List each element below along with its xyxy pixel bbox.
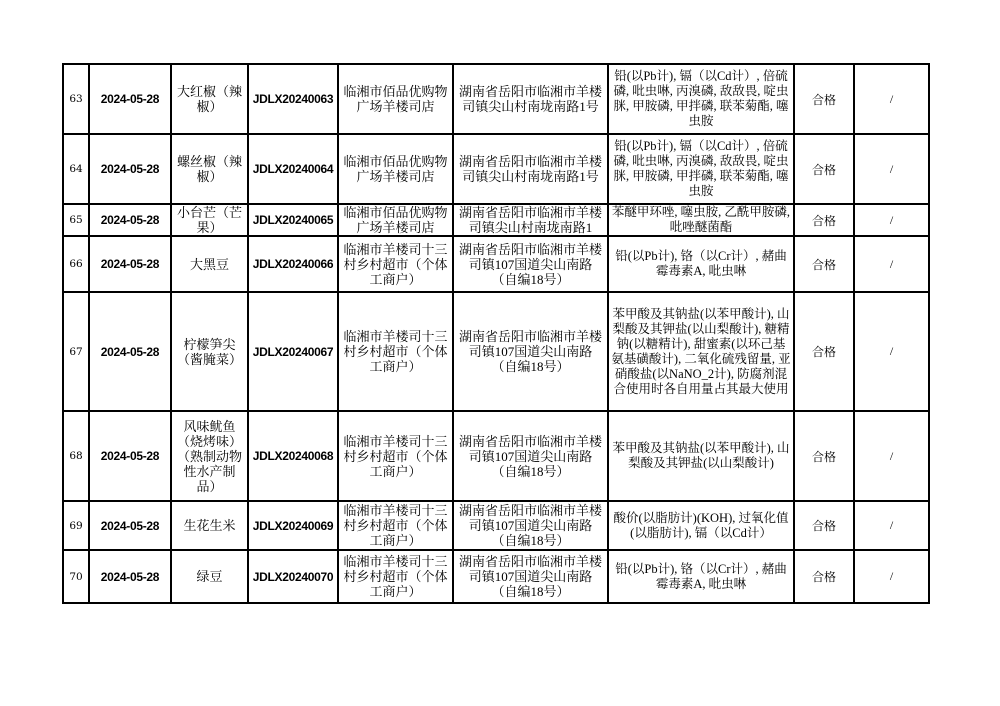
- store-name-cell: 临湘市羊楼司十三村乡村超市（个体工商户）: [338, 501, 453, 550]
- sample-id-cell: JDLX20240070: [248, 550, 338, 603]
- date-cell: 2024-05-28: [89, 64, 171, 134]
- row-number-cell: 67: [63, 292, 89, 411]
- test-items-cell: 铅(以Pb计), 铬（以Cr计）, 赭曲霉毒素A, 吡虫啉: [608, 236, 794, 292]
- address-cell: 湖南省岳阳市临湘市羊楼司镇107国道尖山南路（自编18号）: [453, 236, 608, 292]
- table-row: [63, 236, 929, 292]
- table-row: [63, 134, 929, 204]
- table-row: [63, 64, 929, 134]
- sample-id-cell: JDLX20240064: [248, 134, 338, 204]
- remark-cell: /: [854, 550, 929, 603]
- table-row: [63, 411, 929, 501]
- product-name-cell: 大红椒（辣椒）: [171, 64, 248, 134]
- test-items-cell: 苯甲酸及其钠盐(以苯甲酸计), 山梨酸及其钾盐(以山梨酸计), 糖精钠(以糖精计), 甜蜜素(以环己基氨基磺酸计), 二氧化硫残留量, 亚硝酸盐(以NaNO_2计), 防腐剂混合使用时各自用量占其最大使用: [608, 292, 794, 411]
- store-name-cell: 临湘市羊楼司十三村乡村超市（个体工商户）: [338, 411, 453, 501]
- sample-id-cell: JDLX20240063: [248, 64, 338, 134]
- row-number-cell: 70: [63, 550, 89, 603]
- date-cell: 2024-05-28: [89, 134, 171, 204]
- sample-id-cell: JDLX20240068: [248, 411, 338, 501]
- date-cell: 2024-05-28: [89, 236, 171, 292]
- address-cell: 湖南省岳阳市临湘市羊楼司镇107国道尖山南路（自编18号）: [453, 411, 608, 501]
- product-name-cell: 绿豆: [171, 550, 248, 603]
- product-name-cell: 生花生米: [171, 501, 248, 550]
- sample-id-cell: JDLX20240065: [248, 204, 338, 236]
- result-cell: 合格: [794, 501, 854, 550]
- row-number-cell: 65: [63, 204, 89, 236]
- test-items-cell: 铅(以Pb计), 铬（以Cr计）, 赭曲霉毒素A, 吡虫啉: [608, 550, 794, 603]
- sample-id-cell: JDLX20240067: [248, 292, 338, 411]
- product-name-cell: 大黑豆: [171, 236, 248, 292]
- result-cell: 合格: [794, 550, 854, 603]
- result-cell: 合格: [794, 204, 854, 236]
- store-name-cell: 临湘市佰品优购物广场羊楼司店: [338, 134, 453, 204]
- sample-id-cell: JDLX20240069: [248, 501, 338, 550]
- remark-cell: /: [854, 292, 929, 411]
- result-cell: 合格: [794, 236, 854, 292]
- remark-cell: /: [854, 64, 929, 134]
- table-row: [63, 204, 929, 236]
- row-number-cell: 69: [63, 501, 89, 550]
- inspection-results-table: [62, 63, 930, 604]
- test-items-cell: 苯醚甲环唑, 噻虫胺, 乙酰甲胺磷, 吡唑醚菌酯: [608, 204, 794, 236]
- result-cell: 合格: [794, 411, 854, 501]
- remark-cell: /: [854, 411, 929, 501]
- table-row: [63, 501, 929, 550]
- date-cell: 2024-05-28: [89, 550, 171, 603]
- row-number-cell: 66: [63, 236, 89, 292]
- remark-cell: /: [854, 204, 929, 236]
- sample-id-cell: JDLX20240066: [248, 236, 338, 292]
- product-name-cell: 柠檬笋尖（酱腌菜）: [171, 292, 248, 411]
- remark-cell: /: [854, 134, 929, 204]
- address-cell: 湖南省岳阳市临湘市羊楼司镇尖山村南垅南路1: [453, 204, 608, 236]
- table-row: [63, 292, 929, 411]
- product-name-cell: 小台芒（芒果）: [171, 204, 248, 236]
- store-name-cell: 临湘市佰品优购物广场羊楼司店: [338, 204, 453, 236]
- store-name-cell: 临湘市羊楼司十三村乡村超市（个体工商户）: [338, 550, 453, 603]
- row-number-cell: 64: [63, 134, 89, 204]
- date-cell: 2024-05-28: [89, 204, 171, 236]
- address-cell: 湖南省岳阳市临湘市羊楼司镇107国道尖山南路（自编18号）: [453, 292, 608, 411]
- remark-cell: /: [854, 501, 929, 550]
- address-cell: 湖南省岳阳市临湘市羊楼司镇107国道尖山南路（自编18号）: [453, 501, 608, 550]
- address-cell: 湖南省岳阳市临湘市羊楼司镇107国道尖山南路（自编18号）: [453, 550, 608, 603]
- product-name-cell: 螺丝椒（辣椒）: [171, 134, 248, 204]
- test-items-cell: 铅(以Pb计), 镉（以Cd计）, 倍硫磷, 吡虫啉, 丙溴磷, 敌敌畏, 啶虫脒, 甲胺磷, 甲拌磷, 联苯菊酯, 噻虫胺: [608, 134, 794, 204]
- product-name-cell: 风味鱿鱼（烧烤味）（熟制动物性水产制品）: [171, 411, 248, 501]
- address-cell: 湖南省岳阳市临湘市羊楼司镇尖山村南垅南路1号: [453, 134, 608, 204]
- result-cell: 合格: [794, 134, 854, 204]
- test-items-cell: 铅(以Pb计), 镉（以Cd计）, 倍硫磷, 吡虫啉, 丙溴磷, 敌敌畏, 啶虫脒, 甲胺磷, 甲拌磷, 联苯菊酯, 噻虫胺: [608, 64, 794, 134]
- test-items-cell: 苯甲酸及其钠盐(以苯甲酸计), 山梨酸及其钾盐(以山梨酸计): [608, 411, 794, 501]
- result-cell: 合格: [794, 64, 854, 134]
- remark-cell: /: [854, 236, 929, 292]
- address-cell: 湖南省岳阳市临湘市羊楼司镇尖山村南垅南路1号: [453, 64, 608, 134]
- row-number-cell: 68: [63, 411, 89, 501]
- table-row: [63, 550, 929, 603]
- result-cell: 合格: [794, 292, 854, 411]
- date-cell: 2024-05-28: [89, 292, 171, 411]
- date-cell: 2024-05-28: [89, 501, 171, 550]
- row-number-cell: 63: [63, 64, 89, 134]
- test-items-cell: 酸价(以脂肪计)(KOH), 过氧化值(以脂肪计), 镉（以Cd计）: [608, 501, 794, 550]
- store-name-cell: 临湘市羊楼司十三村乡村超市（个体工商户）: [338, 292, 453, 411]
- store-name-cell: 临湘市佰品优购物广场羊楼司店: [338, 64, 453, 134]
- store-name-cell: 临湘市羊楼司十三村乡村超市（个体工商户）: [338, 236, 453, 292]
- date-cell: 2024-05-28: [89, 411, 171, 501]
